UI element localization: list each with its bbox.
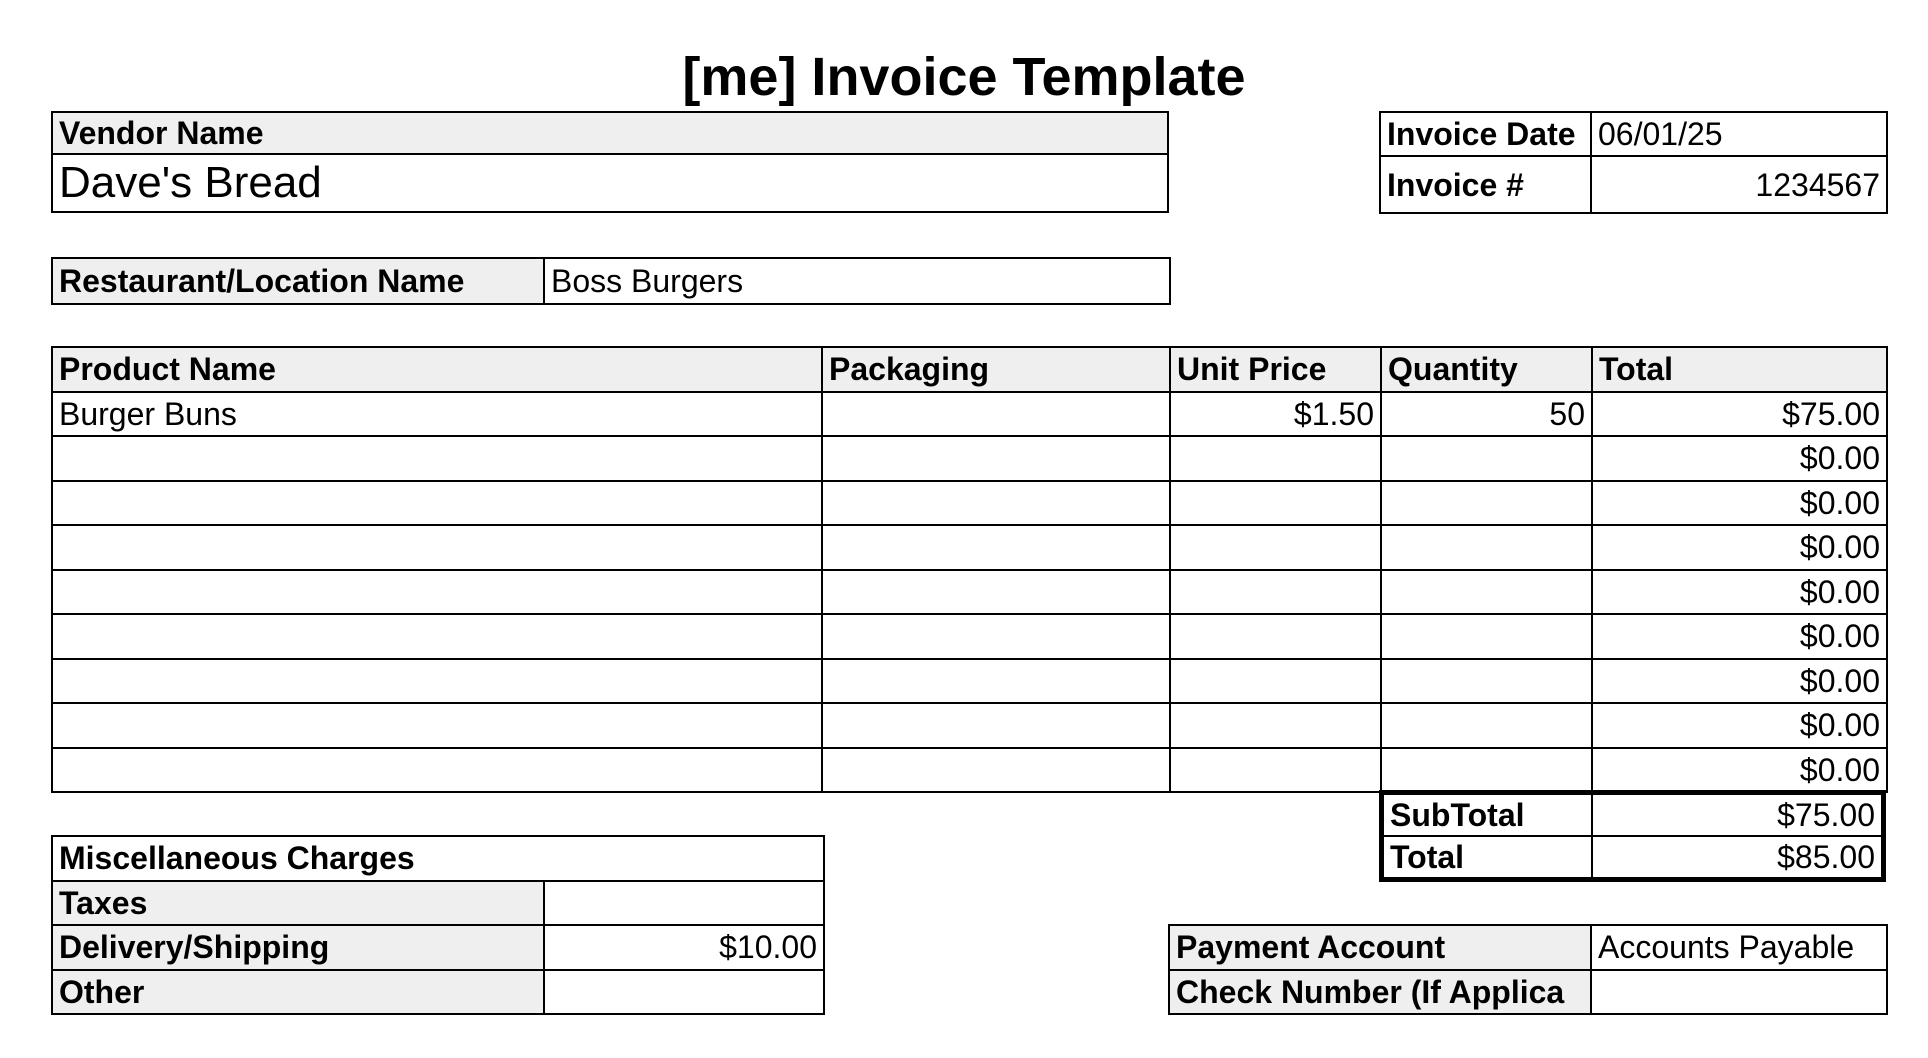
- vendor-table: [51, 111, 1169, 213]
- page-title: [me] Invoice Template: [682, 47, 1246, 107]
- line-total-cell[interactable]: $0.00: [1592, 659, 1887, 704]
- payment-account-label: Payment Account: [1169, 925, 1591, 970]
- quantity-cell[interactable]: [1381, 703, 1592, 748]
- unit-price-cell[interactable]: [1170, 703, 1381, 748]
- delivery-shipping-label: Delivery/Shipping: [52, 925, 544, 970]
- table-row: [52, 570, 1887, 615]
- table-row: [52, 614, 1887, 659]
- table-row: [52, 659, 1887, 704]
- grand-total-value: $85.00: [1592, 836, 1884, 880]
- packaging-cell[interactable]: [822, 614, 1170, 659]
- product-name-cell[interactable]: [52, 570, 822, 615]
- packaging-cell[interactable]: [822, 392, 1170, 437]
- product-name-cell[interactable]: Burger Buns: [52, 392, 822, 437]
- invoice-date-label: Invoice Date: [1380, 112, 1591, 156]
- packaging-cell[interactable]: [822, 570, 1170, 615]
- restaurant-name-cell[interactable]: Boss Burgers: [544, 258, 1170, 304]
- subtotal-value: $75.00: [1592, 793, 1884, 837]
- quantity-cell[interactable]: [1381, 748, 1592, 793]
- restaurant-name-label: Restaurant/Location Name: [52, 258, 544, 304]
- list-item: [52, 925, 824, 970]
- packaging-cell[interactable]: [822, 748, 1170, 793]
- product-name-cell[interactable]: [52, 748, 822, 793]
- restaurant-table: [51, 257, 1171, 305]
- products-table: [51, 346, 1888, 793]
- line-total-cell[interactable]: $0.00: [1592, 748, 1887, 793]
- line-total-cell[interactable]: $0.00: [1592, 614, 1887, 659]
- table-row: [52, 481, 1887, 526]
- packaging-cell[interactable]: [822, 436, 1170, 481]
- payment-table: [1168, 924, 1888, 1015]
- product-name-cell[interactable]: [52, 436, 822, 481]
- quantity-cell[interactable]: 50: [1381, 392, 1592, 437]
- totals-table: [1379, 790, 1886, 882]
- product-name-cell[interactable]: [52, 614, 822, 659]
- quantity-cell[interactable]: [1381, 525, 1592, 570]
- table-row: [52, 748, 1887, 793]
- unit-price-cell[interactable]: [1170, 570, 1381, 615]
- product-name-cell[interactable]: [52, 481, 822, 526]
- misc-charges-header: Miscellaneous Charges: [52, 836, 824, 881]
- list-item: [52, 881, 824, 926]
- quantity-cell[interactable]: [1381, 614, 1592, 659]
- other-charges-cell[interactable]: [544, 970, 824, 1015]
- table-row: [52, 436, 1887, 481]
- list-item: [52, 970, 824, 1015]
- line-total-cell[interactable]: $0.00: [1592, 481, 1887, 526]
- unit-price-cell[interactable]: [1170, 525, 1381, 570]
- grand-total-label: Total: [1382, 836, 1592, 880]
- packaging-cell[interactable]: [822, 659, 1170, 704]
- line-total-cell[interactable]: $0.00: [1592, 436, 1887, 481]
- packaging-cell[interactable]: [822, 481, 1170, 526]
- line-total-cell[interactable]: $75.00: [1592, 392, 1887, 437]
- invoice-meta-table: [1379, 111, 1888, 214]
- taxes-cell[interactable]: [544, 881, 824, 926]
- column-header-packaging: Packaging: [822, 347, 1170, 392]
- column-header-product-name: Product Name: [52, 347, 822, 392]
- quantity-cell[interactable]: [1381, 659, 1592, 704]
- column-header-unit-price: Unit Price: [1170, 347, 1381, 392]
- unit-price-cell[interactable]: [1170, 481, 1381, 526]
- products-header-row: [52, 347, 1887, 392]
- unit-price-cell[interactable]: [1170, 748, 1381, 793]
- invoice-number-cell[interactable]: 1234567: [1591, 156, 1887, 213]
- quantity-cell[interactable]: [1381, 570, 1592, 615]
- product-name-cell[interactable]: [52, 703, 822, 748]
- packaging-cell[interactable]: [822, 703, 1170, 748]
- packaging-cell[interactable]: [822, 525, 1170, 570]
- check-number-label: Check Number (If Applica: [1169, 970, 1591, 1015]
- line-total-cell[interactable]: $0.00: [1592, 570, 1887, 615]
- unit-price-cell[interactable]: [1170, 436, 1381, 481]
- misc-charges-table: [51, 835, 825, 1015]
- vendor-name-cell[interactable]: Dave's Bread: [52, 154, 1168, 212]
- column-header-quantity: Quantity: [1381, 347, 1592, 392]
- table-row: [52, 392, 1887, 437]
- line-total-cell[interactable]: $0.00: [1592, 525, 1887, 570]
- other-charges-label: Other: [52, 970, 544, 1015]
- delivery-shipping-cell[interactable]: $10.00: [544, 925, 824, 970]
- table-row: [52, 525, 1887, 570]
- unit-price-cell[interactable]: [1170, 614, 1381, 659]
- quantity-cell[interactable]: [1381, 436, 1592, 481]
- check-number-cell[interactable]: [1591, 970, 1887, 1015]
- unit-price-cell[interactable]: $1.50: [1170, 392, 1381, 437]
- quantity-cell[interactable]: [1381, 481, 1592, 526]
- column-header-total: Total: [1592, 347, 1887, 392]
- subtotal-label: SubTotal: [1382, 793, 1592, 837]
- payment-account-cell[interactable]: Accounts Payable: [1591, 925, 1887, 970]
- taxes-label: Taxes: [52, 881, 544, 926]
- invoice-number-label: Invoice #: [1380, 156, 1591, 213]
- unit-price-cell[interactable]: [1170, 659, 1381, 704]
- table-row: [52, 703, 1887, 748]
- invoice-date-cell[interactable]: 06/01/25: [1591, 112, 1887, 156]
- line-total-cell[interactable]: $0.00: [1592, 703, 1887, 748]
- product-name-cell[interactable]: [52, 525, 822, 570]
- product-name-cell[interactable]: [52, 659, 822, 704]
- vendor-name-label: Vendor Name: [52, 112, 1168, 154]
